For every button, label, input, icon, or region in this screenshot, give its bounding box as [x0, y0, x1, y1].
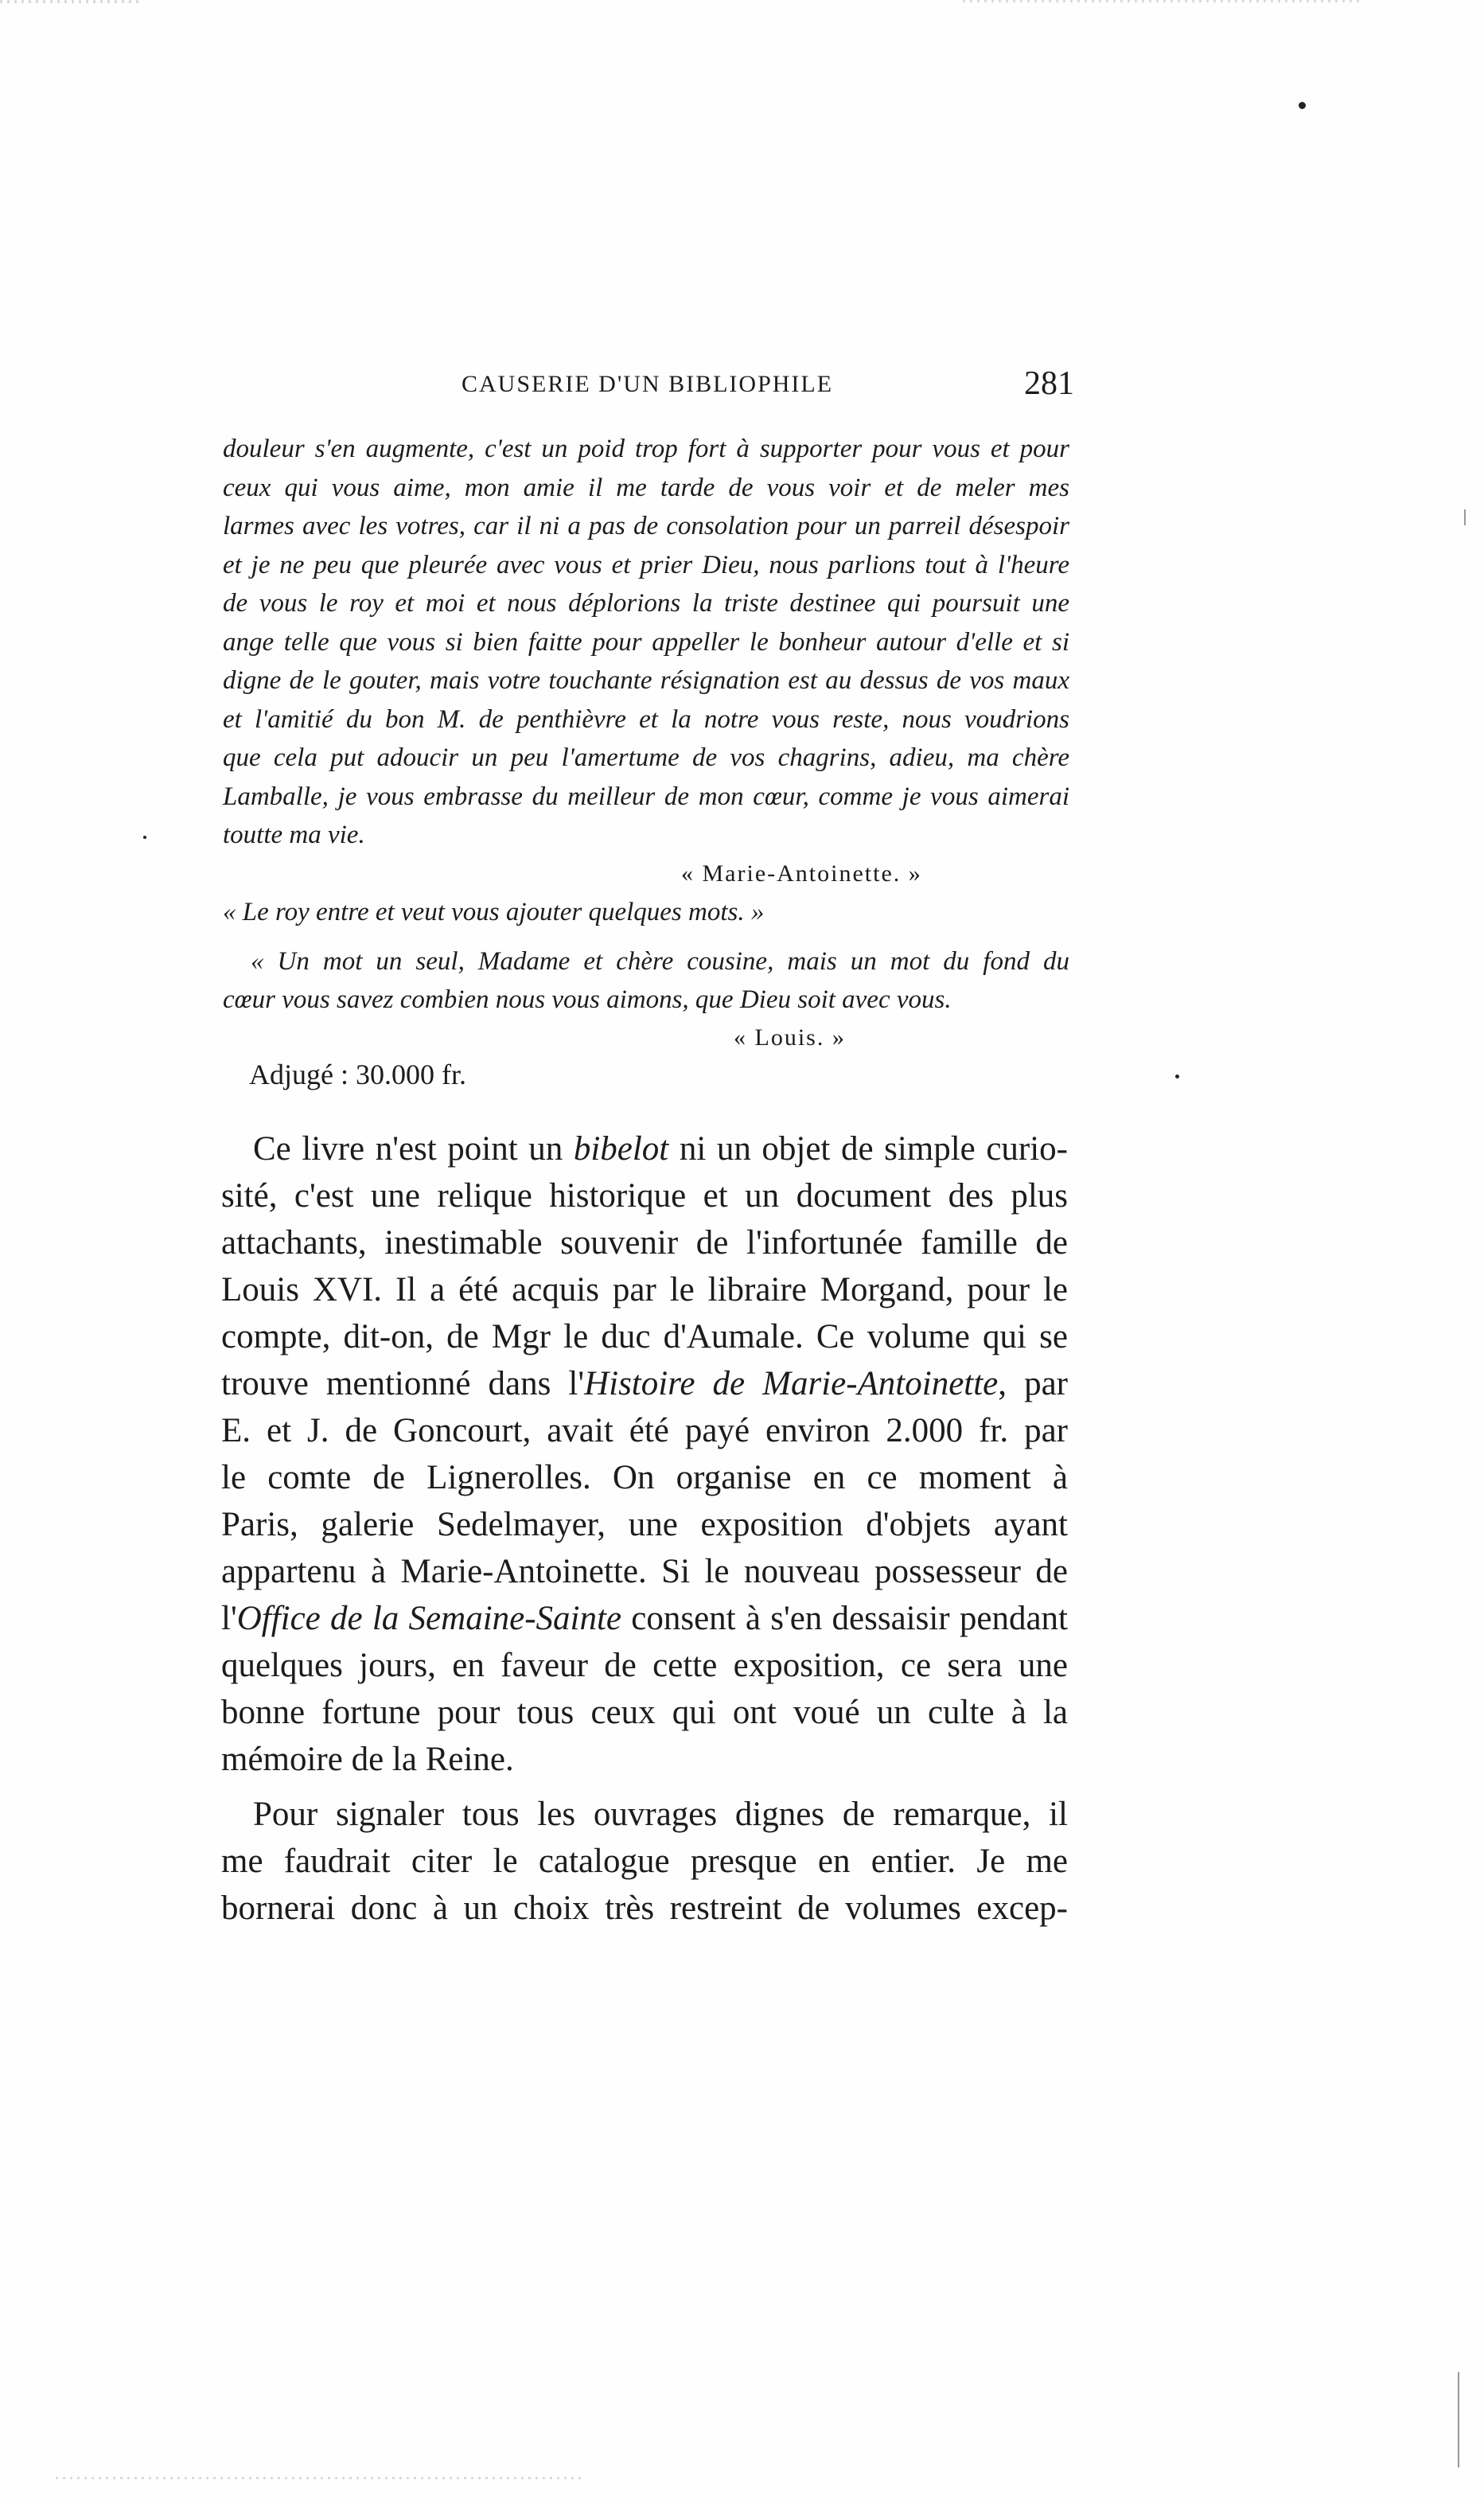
- signature-marie-antoinette: « Marie-Antoinette. »: [681, 860, 922, 887]
- text-line: E. et J. de Goncourt, avait été payé environ 2.000 fr. par: [221, 1412, 1068, 1449]
- letter-line: ceux qui vous aime, mon amie il me tarde de vous voir et de meler mes: [223, 473, 1069, 502]
- text-line: appartenu à Marie-Antoinette. Si le nouveau possesseur de: [221, 1553, 1068, 1590]
- letter-line: Lamballe, je vous embrasse du meilleur de mon cœur, comme je vous aimerai: [223, 782, 1069, 811]
- right-margin-mark: [1458, 2372, 1459, 2467]
- text-line: compte, dit-on, de Mgr le duc d'Aumale. Ce volume qui se: [221, 1318, 1068, 1355]
- right-margin-mark-2: [1464, 509, 1466, 525]
- text-line: trouve mentionné dans l'Histoire de Marie-Antoinette, par: [221, 1365, 1068, 1402]
- quoted-letter: [223, 430, 1069, 1057]
- louis-line: cœur vous savez combien nous vous aimons, que Dieu soit avec vous.: [223, 985, 952, 1014]
- text-line: bonne fortune pour tous ceux qui ont voué un culte à la: [221, 1694, 1068, 1731]
- text-line: bornerai donc à un choix très restreint de volumes excep-: [221, 1890, 1068, 1927]
- louis-line: « Un mot un seul, Madame et chère cousine, mais un mot du fond du: [251, 946, 1069, 976]
- letter-line: ange telle que vous si bien faitte pour appeller le bonheur autour d'elle et si: [223, 627, 1069, 657]
- letter-line: et l'amitié du bon M. de penthièvre et la notre vous reste, nous voudrions: [223, 704, 1069, 734]
- roy-line: « Le roy entre et veut vous ajouter quelques mots. »: [223, 897, 765, 926]
- text-line: Louis XVI. Il a été acquis par le libraire Morgand, pour le: [221, 1271, 1068, 1309]
- text-line: Paris, galerie Sedelmayer, une exposition d'objets ayant: [221, 1506, 1068, 1543]
- running-head-title: CAUSERIE D'UN BIBLIOPHILE: [462, 371, 834, 397]
- text-line: mémoire de la Reine.: [221, 1741, 514, 1778]
- text-line: Ce livre n'est point un bibelot ni un objet de simple curio-: [253, 1130, 1068, 1168]
- text-line: le comte de Lignerolles. On organise en ce moment à: [221, 1459, 1068, 1496]
- ink-speck-left: [143, 836, 146, 839]
- letter-line: douleur s'en augmente, c'est un poid trop fort à supporter pour vous et pour: [223, 435, 1069, 463]
- body-text: [221, 1125, 1068, 1932]
- ink-speck: [1299, 102, 1306, 109]
- text-line: quelques jours, en faveur de cette exposition, ce sera une: [221, 1647, 1068, 1684]
- signature-louis: « Louis. »: [734, 1024, 846, 1051]
- letter-line: toutte ma vie.: [223, 821, 365, 849]
- letter-line: larmes avec les votres, car il ni a pas de consolation pour un parreil désespoir: [223, 512, 1069, 540]
- letter-line: de vous le roy et moi et nous déplorions la triste destinee qui poursuit une: [223, 589, 1069, 618]
- top-edge-scan-noise-right: [963, 0, 1361, 2]
- text-line: Pour signaler tous les ouvrages dignes de remarque, il: [253, 1796, 1068, 1833]
- page-number: 281: [1024, 365, 1074, 402]
- top-edge-scan-noise: [0, 0, 143, 3]
- letter-line: digne de le gouter, mais votre touchante résignation est au dessus de vos maux: [223, 666, 1069, 695]
- running-head: [223, 365, 1074, 412]
- text-line: l'Office de la Semaine-Sainte consent à s'en dessaisir pendant: [221, 1600, 1068, 1637]
- paragraph: [221, 1125, 1068, 1783]
- sale-price: Adjugé : 30.000 fr.: [249, 1059, 466, 1090]
- bottom-edge-scan-noise: [56, 2477, 581, 2479]
- letter-line: que cela put adoucir un peu l'amertume de vos chagrins, adieu, ma chère: [223, 743, 1069, 772]
- ink-speck-small: [1175, 1074, 1179, 1078]
- text-line: attachants, inestimable souvenir de l'infortunée famille de: [221, 1224, 1068, 1262]
- text-line: me faudrait citer le catalogue presque en entier. Je me: [221, 1843, 1068, 1880]
- text-line: sité, c'est une relique historique et un document des plus: [221, 1177, 1068, 1215]
- paragraph: [221, 1791, 1068, 1932]
- letter-line: et je ne peu que pleurée avec vous et prier Dieu, nous parlions tout à l'heure: [223, 550, 1069, 579]
